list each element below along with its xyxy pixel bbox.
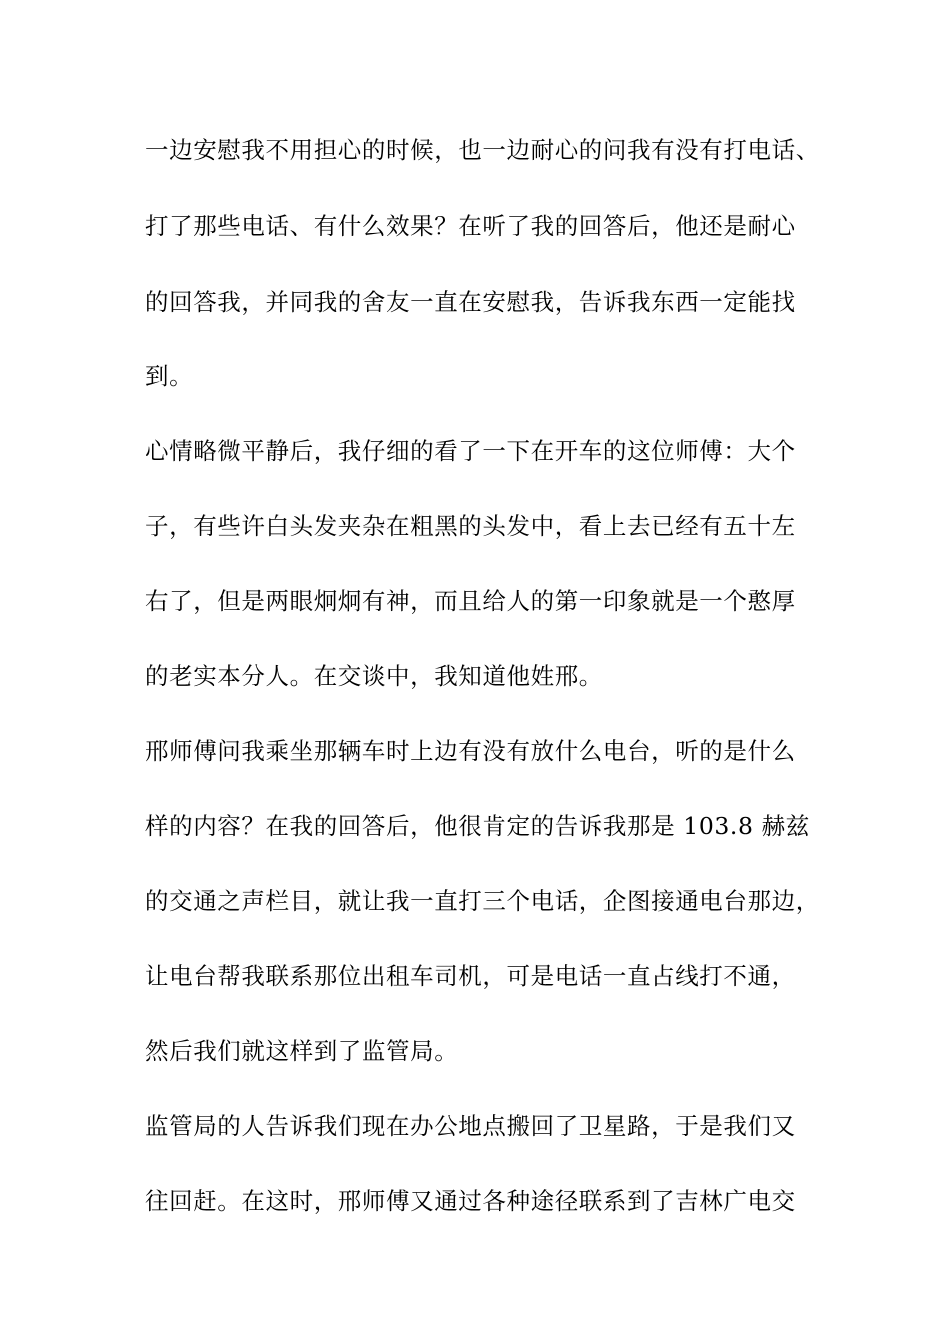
- text-line: 的回答我，并同我的舍友一直在安慰我，告诉我东西一定能找: [145, 288, 796, 316]
- text-line: 然后我们就这样到了监管局。: [145, 1037, 459, 1065]
- text-line: 子，有些许白头发夹杂在粗黑的头发中，看上去已经有五十左: [145, 512, 796, 540]
- text-line: 往回赶。在这时，邢师傅又通过各种途径联系到了吉林广电交: [145, 1187, 796, 1215]
- text-line: 监管局的人告诉我们现在办公地点搬回了卫星路，于是我们又: [145, 1112, 796, 1140]
- text-line: 右了，但是两眼炯炯有神，而且给人的第一印象就是一个憨厚: [145, 587, 796, 615]
- text-line: 一边安慰我不用担心的时候，也一边耐心的问我有没有打电话、: [145, 136, 820, 164]
- text-line: 邢师傅问我乘坐那辆车时上边有没有放什么电台，听的是什么: [145, 737, 796, 765]
- text-line: 心情略微平静后，我仔细的看了一下在开车的这位师傅：大个: [145, 437, 796, 465]
- text-line: 样的内容？在我的回答后，他很肯定的告诉我那是 103.8 赫兹: [145, 812, 810, 840]
- text-line: 的老实本分人。在交谈中，我知道他姓邢。: [145, 662, 603, 690]
- text-line: 的交通之声栏目，就让我一直打三个电话，企图接通电台那边，: [145, 887, 820, 915]
- text-line: 让电台帮我联系那位出租车司机，可是电话一直占线打不通，: [145, 962, 796, 990]
- text-line: 到。: [145, 362, 194, 390]
- text-line: 打了那些电话、有什么效果？在听了我的回答后，他还是耐心: [145, 212, 796, 240]
